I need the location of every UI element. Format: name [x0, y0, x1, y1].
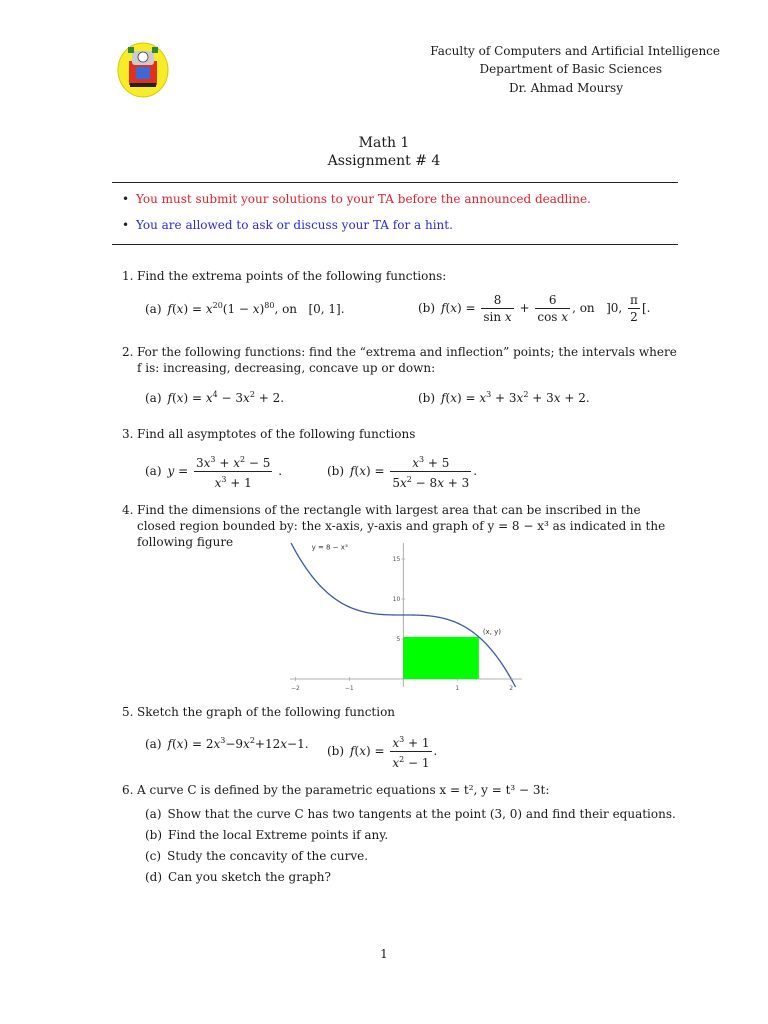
question-text: Find the dimensions of the rectangle with largest area that can be inscribed in the closed region bounded by: the x-axis, y-axis and graph of y = 8 − x³ as indicated in the following figure	[137, 503, 666, 549]
note-deadline-text: You must submit your solutions to your TA before the announced deadline.	[136, 192, 591, 206]
course-title: Math 1	[358, 135, 410, 151]
question-5	[122, 704, 682, 720]
faculty-name: Faculty of Computers and Artificial Intelligence	[430, 44, 720, 58]
question-5a: (a) $f(x) = 2x^3-9x^2+12x-1$.	[145, 736, 309, 751]
question-number: 3.	[122, 427, 134, 441]
question-number: 4.	[122, 503, 134, 517]
inscribed-rectangle	[403, 637, 479, 679]
y-tick-label: 5	[396, 636, 401, 643]
bottom-rule	[112, 244, 678, 245]
faculty-logo	[116, 41, 170, 99]
question-text: Find the extrema points of the following functions:	[137, 269, 447, 283]
point-label: (x, y)	[482, 627, 502, 636]
question-text: For the following functions: find the “extrema and inflection” points; the intervals where f is: increasing, decreasing, concave up or down:	[137, 345, 677, 375]
question-1b: (b) f(x) = $\frac{8}{\text{sin x}}$ + $\frac{6}{\text{cos x}}$ , on ]0, $\frac{\pi}{2}$ [.	[418, 293, 651, 324]
question-number: 5.	[122, 705, 134, 719]
question-6c: (c) Study the concavity of the curve.	[145, 849, 369, 863]
question-6b: (b) Find the local Extreme points if any.	[145, 828, 389, 842]
question-6	[122, 782, 682, 798]
function-label: y = 8 − x³	[311, 543, 348, 552]
note-hint-text: You are allowed to ask or discuss your TA for a hint.	[136, 218, 453, 232]
question-1	[122, 268, 682, 284]
question-6a: (a) Show that the curve C has two tangents at the point (3, 0) and find their equations.	[145, 807, 676, 821]
x-tick-label: −2	[290, 685, 300, 692]
question-number: 1.	[122, 269, 134, 283]
note-deadline	[122, 192, 591, 206]
note-hint	[122, 218, 453, 232]
page-number: 1	[380, 947, 388, 961]
question-2a: (a) $f(x) = x^4 - 3x^2 + 2$.	[145, 390, 285, 405]
question-1a: (a) $f(x) = x^{20}(1 - x)^{80}$, on [0, 1].	[145, 301, 345, 316]
assignment-title: Assignment # 4	[327, 153, 441, 169]
question-5b: (b) f(x) = $\frac{x^3 + 1}{x^2 - 1}$ .	[327, 735, 438, 770]
question-text: Sketch the graph of the following function	[137, 705, 396, 719]
bullet-icon: •	[122, 218, 130, 232]
question-3a: (a) y = $\frac{3x^3 + x^2 - 5}{x^3 + 1}$ .	[145, 455, 283, 490]
department-name: Department of Basic Sciences	[479, 62, 662, 76]
x-tick-label: 1	[455, 685, 460, 692]
question-text: Find all asymptotes of the following functions	[137, 427, 416, 441]
y-tick-label: 10	[392, 596, 401, 603]
question-6d: (d) Can you sketch the graph?	[145, 870, 331, 884]
bullet-icon: •	[122, 192, 130, 206]
top-rule	[112, 182, 678, 183]
x-tick-label: −1	[344, 685, 354, 692]
rectangle-figure	[290, 543, 522, 692]
question-number: 6.	[122, 783, 134, 797]
question-number: 2.	[122, 345, 134, 359]
question-2b: (b) $f(x) = x^3 + 3x^2 + 3x + 2$.	[418, 390, 590, 405]
question-2	[122, 344, 682, 376]
question-3	[122, 426, 682, 442]
y-tick-label: 15	[392, 556, 401, 563]
question-text: A curve C is defined by the parametric equations x = t², y = t³ − 3t:	[137, 783, 550, 797]
instructor-name: Dr. Ahmad Moursy	[508, 81, 623, 95]
x-tick-label: 2	[509, 685, 514, 692]
question-3b: (b) f(x) = $\frac{x^3 + 5}{5x^2 - 8x + 3}$ .	[327, 455, 478, 490]
